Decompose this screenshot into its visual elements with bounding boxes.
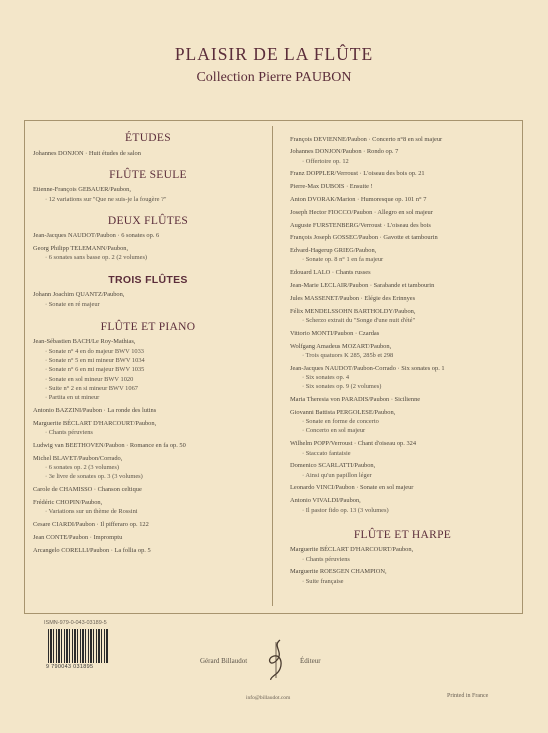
entry-subtitle: · Sonate n° 4 en do majeur BWV 1033 xyxy=(45,347,144,355)
entry-subtitle: · Chants péruviens xyxy=(45,429,93,437)
entry-title: Johannes DONJON/Paubon · Rondo op. 7 xyxy=(290,148,399,156)
catalog-entry xyxy=(290,364,515,392)
catalog-entry xyxy=(290,281,515,290)
catalog-entry xyxy=(33,454,263,482)
flute-et-piano-list xyxy=(33,337,263,554)
catalog-entry xyxy=(33,533,263,542)
entry-subtitle: · Offertoire op. 12 xyxy=(302,157,349,165)
entry-subtitle: · 12 variations sur "Que ne suis-je la fougère ?" xyxy=(45,195,167,203)
catalog-entry xyxy=(290,195,515,204)
entry-title: Vittorio MONTI/Paubon · Czardas xyxy=(290,329,380,337)
entry-subtitle: · Sonate en forme de concerto xyxy=(302,418,379,426)
section-heading-flute-et-harpe: FLÛTE ET HARPE xyxy=(353,528,452,541)
entry-title: Arcangelo CORELLI/Paubon · La follia op. 5 xyxy=(33,546,151,554)
catalog-entry xyxy=(33,244,263,263)
entry-subtitle: · Variations sur un thème de Rossini xyxy=(45,508,138,516)
catalog-entry xyxy=(290,439,515,458)
entry-subtitle: · Scherzo extrait du "Songe d'une nuit d'été" xyxy=(302,316,416,324)
catalog-entry xyxy=(290,545,515,564)
catalog-entry xyxy=(290,208,515,217)
section-heading-flute-et-piano: FLÛTE ET PIANO xyxy=(100,320,196,333)
entry-title: Marguerite BÉCLART D'HARCOURT/Paubon, xyxy=(33,419,157,427)
catalog-entry xyxy=(33,337,263,402)
entry-subtitle: · Sonate n° 6 en mi majeur BWV 1035 xyxy=(45,366,145,374)
catalog-entry xyxy=(290,329,515,338)
catalog-entry xyxy=(33,485,263,494)
section-heading-flute-seule: FLÛTE SEULE xyxy=(109,168,187,181)
left-column xyxy=(33,131,263,555)
catalog-entry xyxy=(290,395,515,404)
entry-title: Jules MASSENET/Paubon · Elégie des Erinnyes xyxy=(290,294,416,302)
catalog-entry xyxy=(33,231,263,240)
entry-subtitle: · Suite française xyxy=(302,577,344,585)
section-heading-trois-flutes: TROIS FLÛTES xyxy=(108,273,188,286)
catalog-entry xyxy=(290,135,515,144)
entry-subtitle: · Staccato fantaisie xyxy=(302,449,351,457)
publisher-role: Éditeur xyxy=(300,657,321,665)
entry-title: Joseph Hector FIOCCO/Paubon · Allegro en sol majeur xyxy=(290,208,433,216)
publisher-name: Gérard Billaudot xyxy=(200,657,248,665)
entry-title: Cesare CIARDI/Paubon · Il pifferaro op. 122 xyxy=(33,520,149,528)
entry-subtitle: · Sonate en ré majeur xyxy=(45,300,100,308)
page-subtitle: Collection Pierre PAUBON xyxy=(196,70,352,85)
entry-subtitle: · Sonate op. 8 n° 1 en fa majeur xyxy=(302,256,384,264)
entry-subtitle: · Il pastor fido op. 13 (3 volumes) xyxy=(302,506,389,514)
entry-title: Jean CONTE/Paubon · Impromptu xyxy=(33,533,123,541)
entry-title: Leonardo VINCI/Paubon · Sonate en sol majeur xyxy=(290,484,414,492)
page-title: PLAISIR DE LA FLÛTE xyxy=(174,44,374,64)
entry-subtitle: · Trois quatuors K 285, 285b et 298 xyxy=(302,351,394,359)
entry-subtitle: · Sonate n° 5 en mi mineur BWV 1034 xyxy=(45,356,145,364)
catalog-entry xyxy=(33,441,263,450)
catalog-entry xyxy=(290,496,515,515)
trois-flutes-list xyxy=(33,290,263,309)
etudes-list xyxy=(33,149,263,158)
catalog-entry xyxy=(290,342,515,361)
catalog-entry xyxy=(33,185,263,204)
catalog-entry xyxy=(290,246,515,265)
publisher-logo-icon xyxy=(262,638,292,680)
entry-title: François DEVIENNE/Paubon · Concerto n°8 en sol majeur xyxy=(290,135,443,143)
entry-title: Marguerite BÉCLART D'HARCOURT/Paubon, xyxy=(290,546,414,554)
catalog-entry xyxy=(290,147,515,166)
entry-title: Giovanni Battista PERGOLESE/Paubon, xyxy=(290,408,396,416)
entry-title: Johann Joachim QUANTZ/Paubon, xyxy=(33,291,125,299)
flute-et-piano-continued-list xyxy=(290,135,515,515)
entry-subtitle: · Partita en ut mineur xyxy=(45,394,100,402)
catalog-entry xyxy=(33,419,263,438)
section-heading-etudes: ÉTUDES xyxy=(125,132,171,144)
entry-subtitle: · 3e livre de sonates op. 3 (3 volumes) xyxy=(45,473,143,481)
entry-title: François Joseph GOSSEC/Paubon · Gavotte et tambourin xyxy=(290,234,438,242)
entry-title: Anton DVORAK/Marion · Humoresque op. 101 n° 7 xyxy=(290,195,427,203)
entry-subtitle: · Concerto en sol majeur xyxy=(302,427,366,435)
entry-title: Wolfgang Amadeus MOZART/Paubon, xyxy=(290,342,392,350)
printed-in-france: Printed in France xyxy=(447,693,489,699)
entry-title: Edouard LALO · Chants russes xyxy=(290,269,371,277)
entry-title: Auguste FURSTENBERG/Verroust · L'oiseau des bois xyxy=(290,221,431,229)
catalog-entry xyxy=(33,290,263,309)
entry-title: Félix MENDELSSOHN BARTHOLDY/Paubon, xyxy=(290,307,416,315)
entry-subtitle: · Six sonates op. 9 (2 volumes) xyxy=(302,383,382,391)
entry-subtitle: · Ainsi qu'un papillon léger xyxy=(302,471,372,479)
barcode-number: 9 790043 031895 xyxy=(46,664,94,670)
entry-title: Michel BLAVET/Paubon/Corrado, xyxy=(33,454,123,462)
catalog-entry xyxy=(33,498,263,517)
entry-title: Pierre-Max DUBOIS · Ensuite ! xyxy=(290,183,373,191)
catalog-entry xyxy=(33,406,263,415)
deux-flutes-list xyxy=(33,231,263,262)
entry-title: Wilhelm POPP/Verroust · Chant d'oiseau op. 324 xyxy=(290,440,417,448)
barcode-image xyxy=(48,629,108,663)
catalog-entry xyxy=(290,483,515,492)
entry-title: Johannes DONJON · Huit études de salon xyxy=(33,149,141,157)
entry-title: Franz DOPPLER/Verroust · L'oiseau des bois op. 21 xyxy=(290,170,425,178)
catalog-entry xyxy=(290,221,515,230)
entry-title: Antonio VIVALDI/Paubon, xyxy=(290,497,361,505)
entry-subtitle: · Chants péruviens xyxy=(302,555,350,563)
entry-title: Antonio BAZZINI/Paubon · La ronde des lutins xyxy=(33,406,157,414)
publisher-email: info@billaudot.com xyxy=(246,695,291,701)
catalog-entry xyxy=(290,567,515,586)
entry-title: Maria Theresia von PARADIS/Paubon · Sicilienne xyxy=(290,396,421,404)
catalog-entry xyxy=(290,169,515,178)
catalog-entry xyxy=(290,233,515,242)
catalog-entry xyxy=(290,461,515,480)
entry-subtitle: · Sonate en sol mineur BWV 1020 xyxy=(45,375,134,383)
entry-title: Georg Philipp TELEMANN/Paubon, xyxy=(33,245,129,253)
entry-title: Jean-Sébastien BACH/Le Roy-Mathias, xyxy=(33,338,136,346)
catalog-entry xyxy=(290,307,515,326)
entry-title: Carole de CHAMISSO · Chanson celtique xyxy=(33,486,142,494)
entry-subtitle: · Suite n° 2 en si mineur BWV 1067 xyxy=(45,384,138,392)
entry-title: Edvard-Hagerup GRIEG/Paubon, xyxy=(290,247,377,255)
flute-et-harpe-list xyxy=(290,545,515,586)
entry-title: Ludwig van BEETHOVEN/Paubon · Romance en fa op. 50 xyxy=(33,441,186,449)
catalog-entry xyxy=(290,182,515,191)
catalog-entry xyxy=(33,149,263,158)
catalog-entry xyxy=(33,546,263,555)
flute-seule-list xyxy=(33,185,263,204)
entry-subtitle: · 6 sonates op. 2 (3 volumes) xyxy=(45,463,120,471)
entry-title: Jean-Marie LECLAIR/Paubon · Sarabande et tambourin xyxy=(290,282,435,290)
entry-subtitle: · Six sonates op. 4 xyxy=(302,373,350,381)
entry-title: Frédéric CHOPIN/Paubon, xyxy=(33,498,103,506)
section-heading-deux-flutes: DEUX FLÛTES xyxy=(107,214,189,227)
entry-title: Etienne-François GEBAUER/Paubon, xyxy=(33,186,131,194)
entry-subtitle: · 6 sonates sans basse op. 2 (2 volumes) xyxy=(45,254,148,262)
entry-title: Marguerite ROESGEN CHAMPION, xyxy=(290,568,387,576)
catalog-entry xyxy=(290,408,515,436)
catalog-entry xyxy=(33,520,263,529)
ismn-number: ISMN-979-0-043-03189-5 xyxy=(44,620,107,626)
entry-title: Domenico SCARLATTI/Paubon, xyxy=(290,462,376,470)
catalog-entry xyxy=(290,268,515,277)
entry-title: Jean-Jacques NAUDOT/Paubon-Corrado · Six sonates op. 1 xyxy=(290,364,445,372)
entry-title: Jean-Jacques NAUDOT/Paubon · 6 sonates op. 6 xyxy=(33,232,160,240)
catalog-entry xyxy=(290,294,515,303)
right-column xyxy=(290,131,515,586)
column-divider xyxy=(272,126,273,606)
